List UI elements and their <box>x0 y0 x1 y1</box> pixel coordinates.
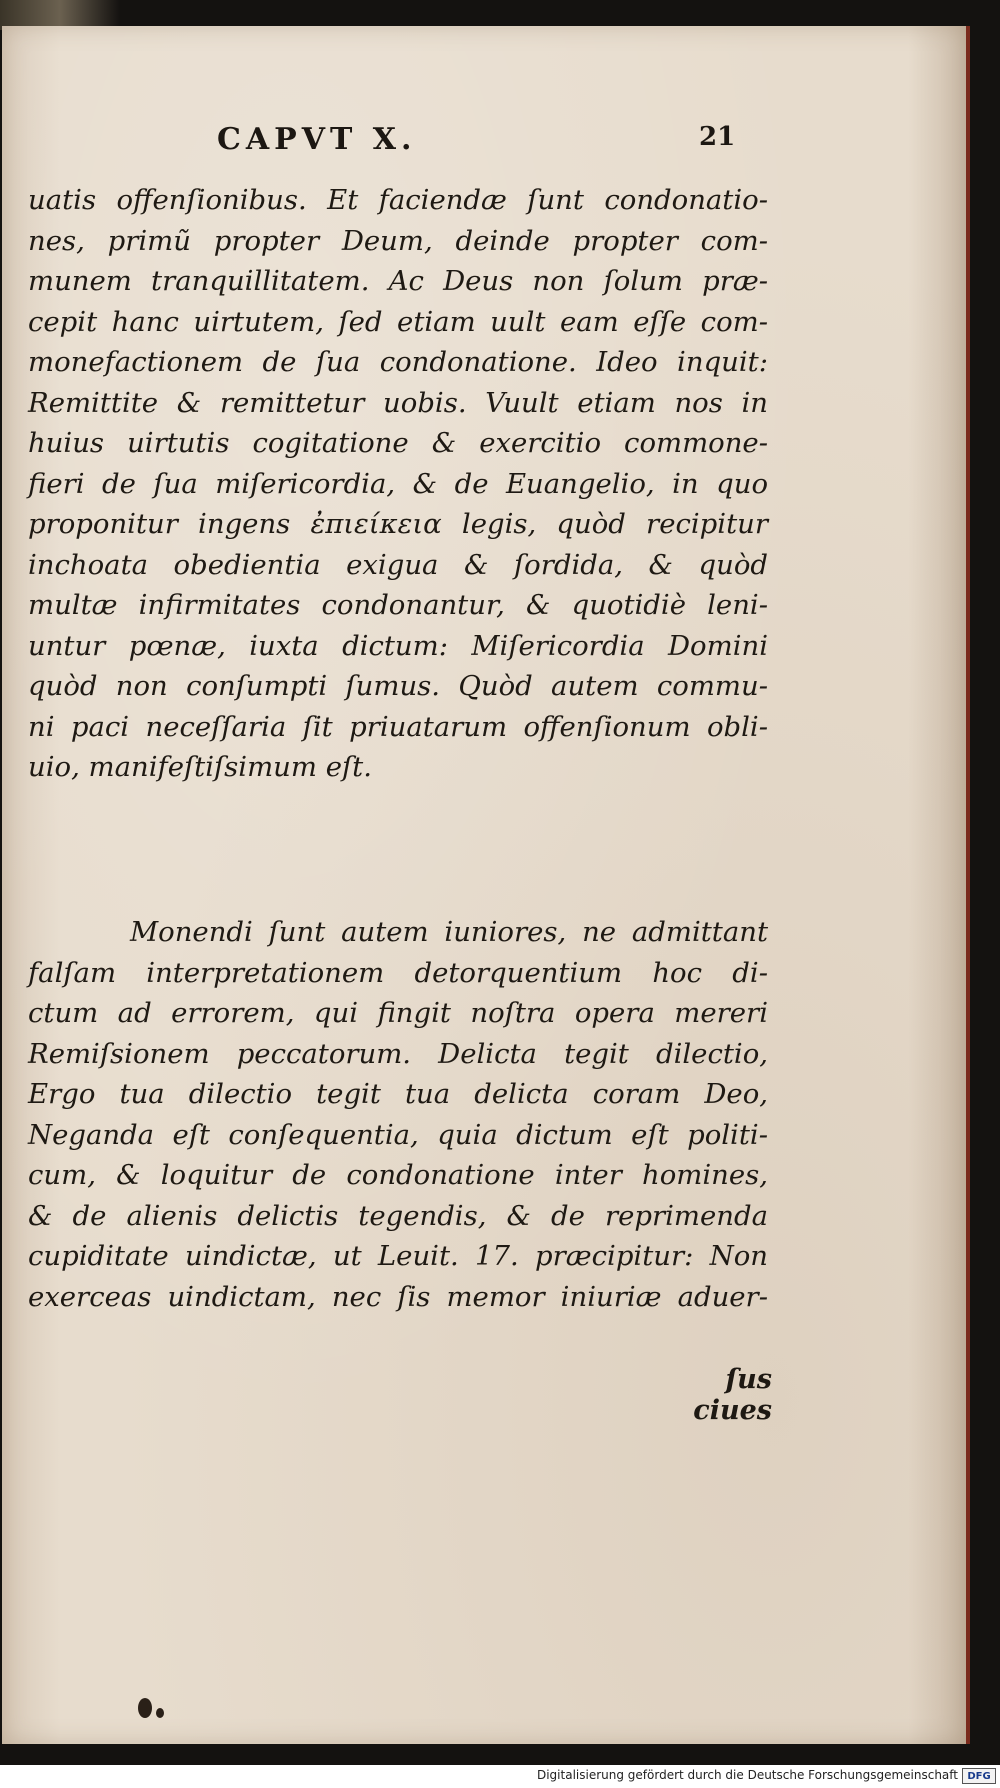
text-line: Ergo tua dilectio tegit tua delicta coram Deo, <box>28 1078 768 1110</box>
text-line: Remiſsionem peccatorum. Delicta tegit dilectio, <box>28 1037 768 1070</box>
ink-speck <box>156 1708 164 1718</box>
text-line: cepit hanc uirtutem, ſed etiam uult eam eſſe com- <box>28 305 768 338</box>
text-line: exerceas uindictam, nec ſis memor iniuriæ aduer- <box>28 1280 768 1313</box>
text-line: fieri de ſua miſericordia, & de Euangelio, in quo <box>28 467 768 500</box>
text-line: multæ infirmitates condonantur, & quotidiè leni- <box>28 589 768 621</box>
text-line: Remittite & remittetur uobis. Vuult etiam nos in <box>28 386 768 419</box>
text-line: proponitur ingens ἐπιείκεια legis, quòd recipitur <box>28 508 768 540</box>
page-header <box>2 122 966 172</box>
text-line: monefactionem de ſua condonatione. Ideo inquit: <box>28 346 768 378</box>
text-line: untur pœnæ, iuxta dictum: Miſericordia Domini <box>28 629 768 662</box>
text-line: Neganda eſt conſequentia, quia dictum eſt politi- <box>28 1118 768 1151</box>
text-line: uatis offenſionibus. Et faciendæ ſunt condonatio- <box>28 184 768 216</box>
text-line: ni paci neceſſaria ſit priuatarum offenſionum obli- <box>28 710 768 743</box>
paragraph-1 <box>28 180 768 788</box>
funding-credit: Digitalisierung gefördert durch die Deutsche Forschungsgemeinschaft <box>536 1768 958 1782</box>
text-line: munem tranquillitatem. Ac Deus non ſolum præ- <box>28 265 768 297</box>
text-line: inchoata obedientia exigua & ſordida, & quòd <box>28 548 768 581</box>
book-page <box>2 26 970 1744</box>
text-line: ctum ad errorem, qui fingit noſtra opera mereri <box>28 997 768 1029</box>
page-number: 21 <box>699 122 736 152</box>
running-head: CAPVT X. <box>217 122 417 157</box>
text-line: nes, primũ propter Deum, deinde propter com- <box>28 224 768 257</box>
paragraph-2 <box>28 912 768 1317</box>
text-line: uio, manifeſtiſsimum eſt. <box>28 751 372 783</box>
text-line: quòd non conſumpti ſumus. Quòd autem commu- <box>28 670 768 702</box>
text-line: falſam interpretationem detorquentium hoc di- <box>28 956 768 989</box>
ink-speck <box>138 1698 152 1718</box>
text-line: cupiditate uindictæ, ut Leuit. 17. præcipitur: Non <box>28 1240 768 1272</box>
text-line: & de alienis delictis tegendis, & de reprimenda <box>28 1199 768 1232</box>
text-line: Monendi ſunt autem iuniores, ne admittant <box>130 916 768 948</box>
text-line: huius uirtutis cogitatione & exercitio commone- <box>28 427 768 459</box>
dfg-logo-icon: DFG <box>962 1768 996 1784</box>
catchword: ſus ciues <box>693 1364 772 1426</box>
text-line: cum, & loquitur de condonatione inter homines, <box>28 1159 768 1191</box>
digitization-footer <box>0 1765 1000 1788</box>
